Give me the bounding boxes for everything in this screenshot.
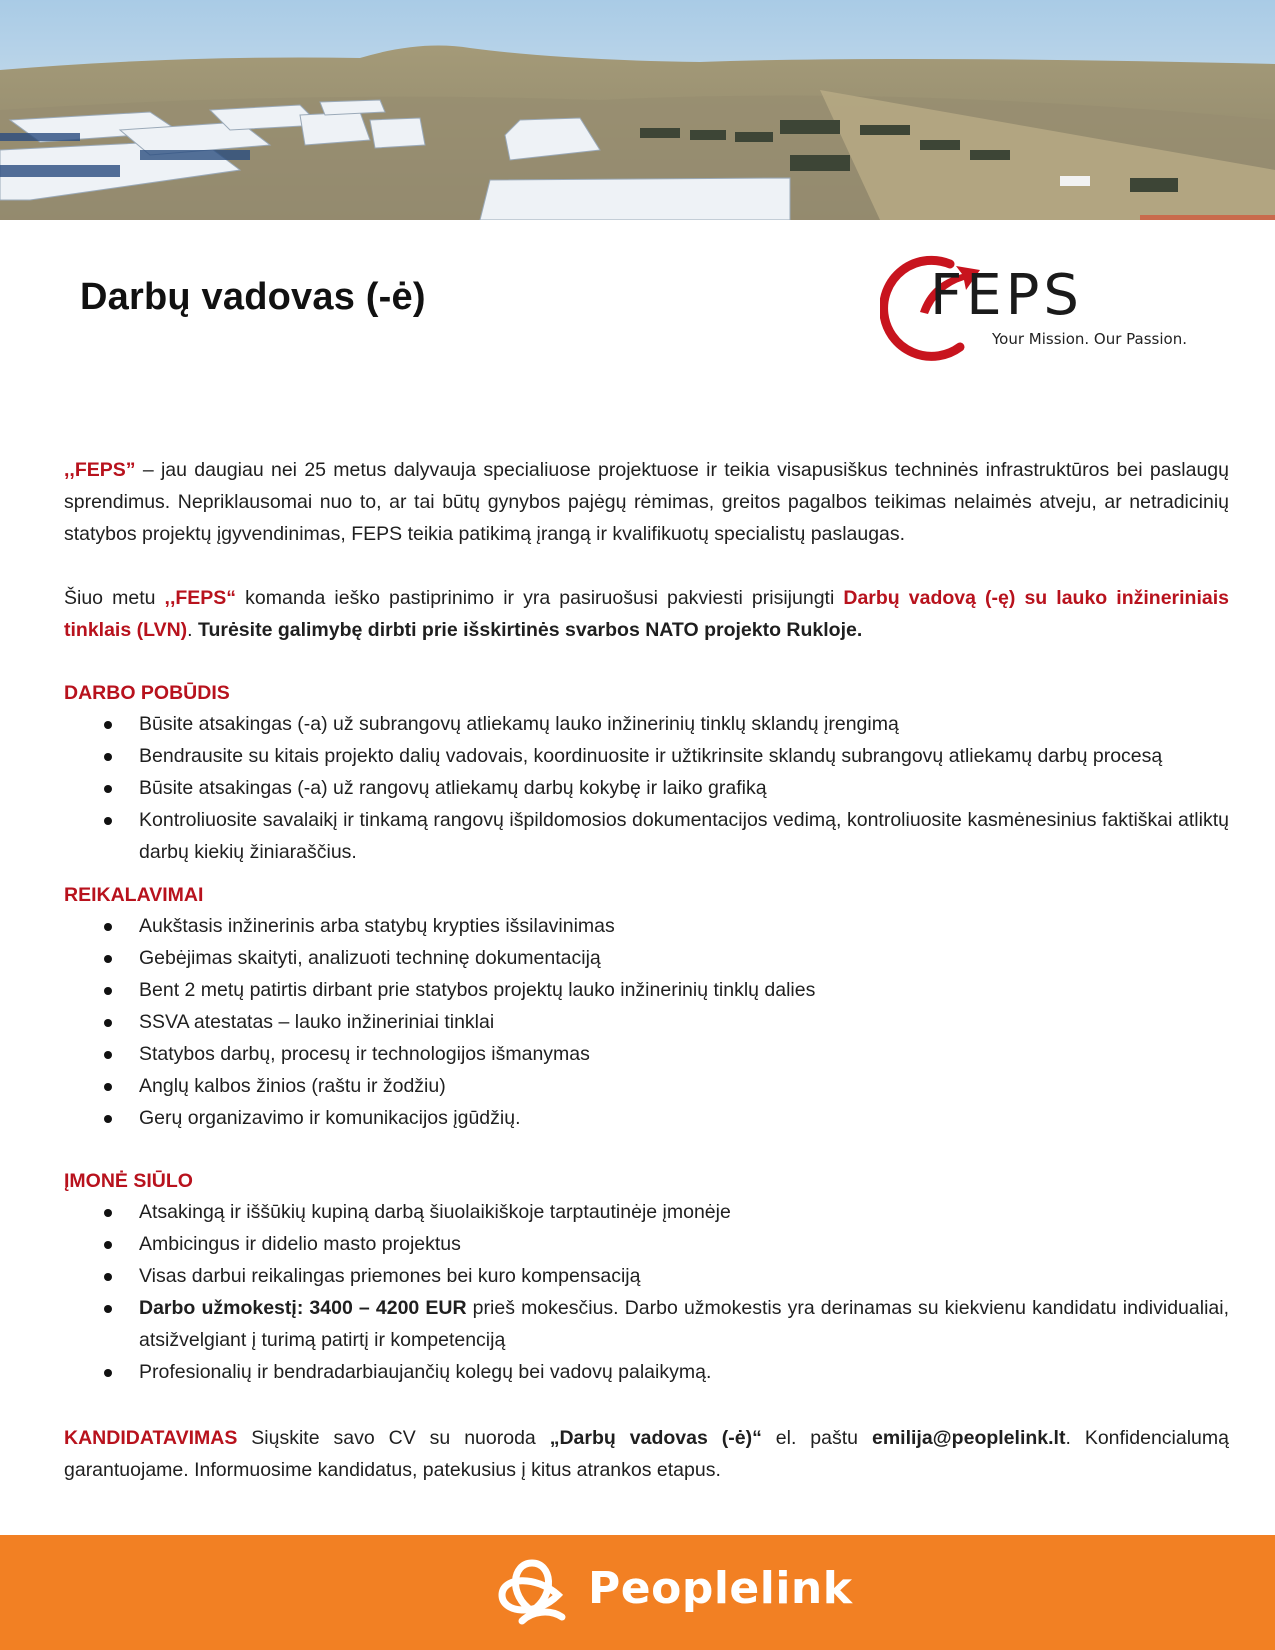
list-item [64,1356,1229,1388]
bullet-icon [104,1273,112,1281]
list-item [64,1196,1229,1228]
bullet-icon [104,1051,112,1059]
list-item [64,1070,1229,1102]
search-paragraph [64,582,1229,646]
list-item-text: Gerų organizavimo ir komunikacijos įgūdžių. [139,1107,521,1129]
offer-list [64,1196,1229,1388]
hero-image [0,0,1275,220]
list-item-salary [64,1292,1229,1356]
bullet-icon [104,1241,112,1249]
footer-brand: Peoplelink [588,1563,853,1614]
list-item [64,910,1229,942]
requirements-list [64,910,1229,1134]
intro-text: – jau daugiau nei 25 metus dalyvauja specialiuose projektuose ir teikia visapusiškus techninės infrastruktūros bei paslaugų sprendimus. Nepriklausomai nuo to, ar tai būtų gynybos pajėgų rėmimas, greitos pagalbos teikimas nelaimės atveju, ar netradicinių statybos projektų įgyvendinimas, FEPS teikia patikimą įrangą ir kvalifikuotų specialistų paslaugas. [64,459,1229,545]
feps-swoosh-icon [880,252,1210,362]
apply-paragraph [64,1422,1229,1486]
list-item [64,804,1229,868]
search-dot: . [187,619,198,641]
footer-banner [0,1535,1275,1650]
list-item [64,974,1229,1006]
peoplelink-logo-icon [492,1555,572,1631]
bullet-icon [104,1369,112,1377]
feps-logo [880,252,1210,362]
bullet-icon [104,721,112,729]
bullet-icon [104,1083,112,1091]
list-item-text: Aukštasis inžinerinis arba statybų krypties išsilavinimas [139,915,615,937]
list-item [64,1228,1229,1260]
bullet-icon [104,987,112,995]
work-list [64,708,1229,868]
section-heading-work: DARBO POBŪDIS [64,682,230,704]
search-highlight: Turėsite galimybę dirbti prie išskirtinės svarbos NATO projekto Rukloje. [198,619,863,641]
list-item [64,740,1229,772]
list-item [64,1260,1229,1292]
intro-paragraph [64,454,1229,550]
apply-mid: el. paštu [761,1427,872,1449]
list-item-text: Visas darbui reikalingas priemones bei kuro kompensaciją [139,1265,641,1287]
bullet-icon [104,1115,112,1123]
section-heading-requirements: REIKALAVIMAI [64,884,204,906]
list-item-text: Anglų kalbos žinios (raštu ir žodžiu) [139,1075,446,1097]
list-item [64,1006,1229,1038]
search-company: ,,FEPS“ [164,587,237,609]
list-item [64,1102,1229,1134]
list-item-text: Atsakingą ir iššūkių kupiną darbą šiuolaikiškoje tarptautinėje įmonėje [139,1201,731,1223]
page-title: Darbų vadovas (-ė) [80,276,426,318]
salary-text: prieš mokesčius. Darbo užmokestis yra derinamas su kiekvienu kandidatu individualiai, atsižvelgiant į turimą patirtį ir kompetenciją [139,1297,1229,1351]
list-item [64,1038,1229,1070]
list-item [64,772,1229,804]
bullet-icon [104,955,112,963]
list-item-text: Profesionalių ir bendradarbiaujančių kolegų bei vadovų palaikymą. [139,1361,712,1383]
list-item-text: Būsite atsakingas (-a) už subrangovų atliekamų lauko inžinerinių tinklų sklandų įrengimą [139,713,899,735]
bullet-icon [104,817,112,825]
list-item [64,708,1229,740]
bullet-icon [104,1019,112,1027]
bullet-icon [104,1305,112,1313]
list-item-text: Būsite atsakingas (-a) už rangovų atliekamų darbų kokybę ir laiko grafiką [139,777,767,799]
list-item-text: Statybos darbų, procesų ir technologijos išmanymas [139,1043,590,1065]
bullet-icon [104,923,112,931]
military-camp-photo [0,0,1275,220]
list-item-text: Gebėjimas skaityti, analizuoti techninę dokumentaciją [139,947,601,969]
section-heading-offer: ĮMONĖ SIŪLO [64,1170,193,1192]
bullet-icon [104,753,112,761]
search-position: Darbų vadovą (-ę) su lauko inžineriniais tinklais (LVN) [64,587,1229,641]
list-item-text: Kontroliuosite savalaikį ir tinkamą rangovų išpildomosios dokumentacijos vedimą, kontroliuosite kasmėnesinius faktiškai atliktų darbų kiekių žiniaraščius. [139,809,1229,863]
apply-post: . Konfidencialumą garantuojame. Informuosime kandidatus, patekusius į kitus atrankos etapus. [64,1427,1229,1481]
list-item-text: Bendrausite su kitais projekto dalių vadovais, koordinuosite ir užtikrinsite sklandų subrangovų atliekamų darbų procesą [139,745,1163,767]
apply-email-link[interactable]: emilija@peoplelink.lt [871,1427,1066,1449]
list-item [64,942,1229,974]
list-item-text: SSVA atestatas – lauko inžineriniai tinklai [139,1011,495,1033]
intro-company: ,,FEPS” [64,459,136,481]
list-item-text: Bent 2 metų patirtis dirbant prie statybos projektų lauko inžinerinių tinklų dalies [139,979,816,1001]
logo-brand-text: FEPS [930,263,1083,328]
salary-amount: Darbo užmokestį: 3400 – 4200 EUR [139,1297,467,1319]
apply-label: KANDIDATAVIMAS [64,1427,238,1449]
apply-reference: „Darbų vadovas (-ė)“ [549,1427,762,1449]
search-pre: Šiuo metu [64,587,165,609]
bullet-icon [104,785,112,793]
job-description [64,454,1229,1486]
search-mid: komanda ieško pastiprinimo ir yra pasiruošusi pakviesti prisijungti [236,587,844,609]
list-item-text: Ambicingus ir didelio masto projektus [139,1233,461,1255]
bullet-icon [104,1209,112,1217]
logo-tagline: Your Mission. Our Passion. [992,330,1187,348]
apply-pre: Siųskite savo CV su nuoroda [237,1427,550,1449]
